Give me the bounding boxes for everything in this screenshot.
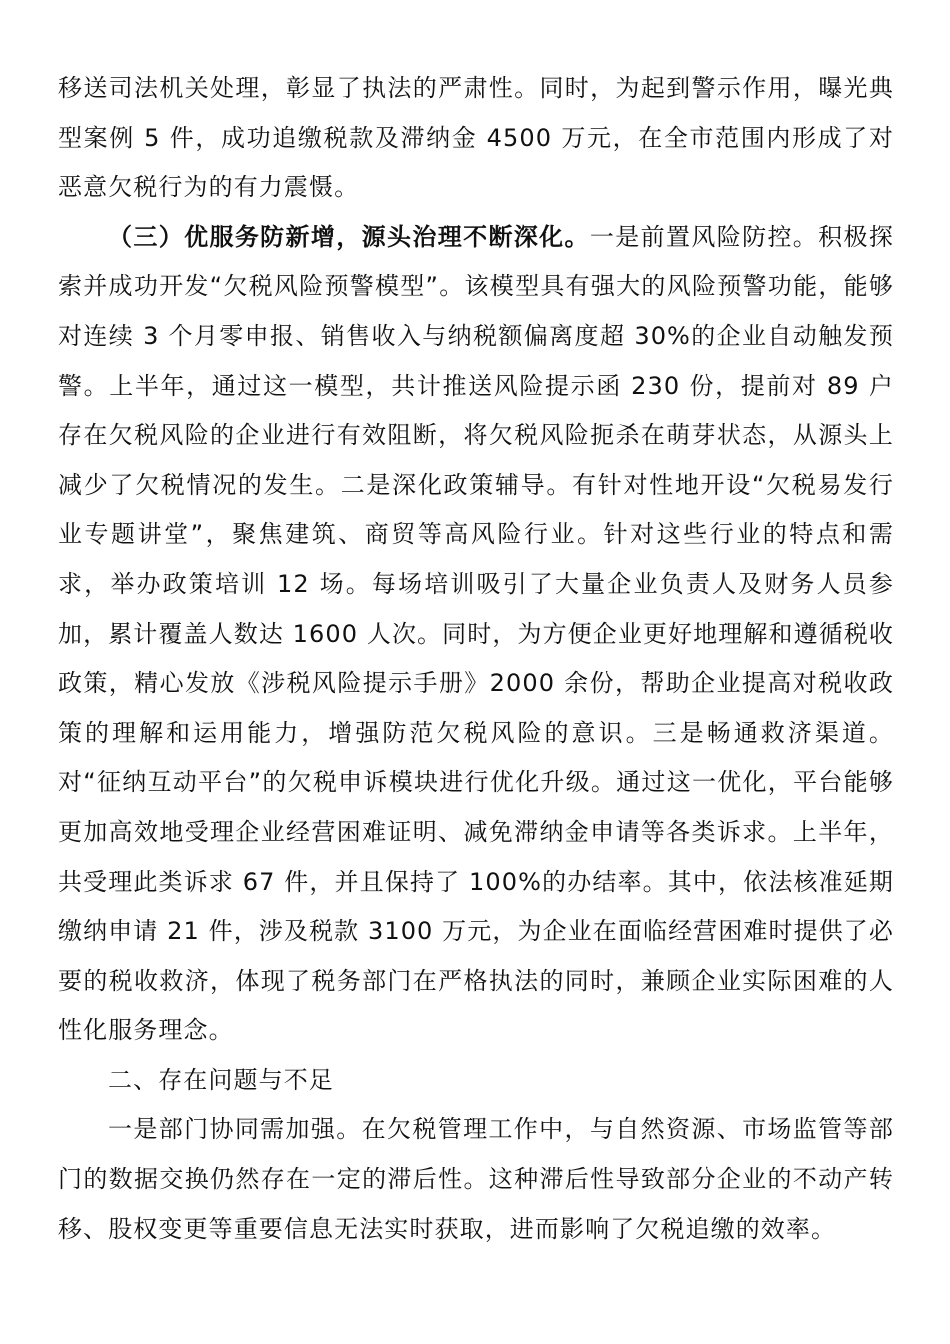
document-page [58, 64, 894, 1254]
section-heading: 二、存在问题与不足 [108, 1065, 334, 1094]
paragraph-enforcement-results [58, 64, 894, 213]
paragraph-coordination-issue [58, 1105, 894, 1254]
subsection-heading: （三）优服务防新增，源头治理不断深化。 [108, 222, 590, 251]
paragraph-text: 一是前置风险防控。积极探索并成功开发“欠税风险预警模型”。该模型具有强大的风险预警功能，能够对连续 3 个月零申报、销售收入与纳税额偏离度超 30%的企业自动触发预警。上半年，通过这一模型，共计推送风险提示函 230 份，提前对 89 户存在欠税风险的企业进行有效阻断，将欠税风险扼杀在萌芽状态，从源头上减少了欠税情况的发生。二是深化政策辅导。有针对性地开设“欠税易发行业专题讲堂”，聚焦建筑、商贸等高风险行业。针对这些行业的特点和需求，举办政策培训 12 场。每场培训吸引了大量企业负责人及财务人员参加，累计覆盖人数达 1600 人次。同时，为方便企业更好地理解和遵循税收政策，精心发放《涉税风险提示手册》2000 余份，帮助企业提高对税收政策的理解和运用能力，增强防范欠税风险的意识。三是畅通救济渠道。对“征纳互动平台”的欠税申诉模块进行优化升级。通过这一优化，平台能够更加高效地受理企业经营困难证明、减免滞纳金申请等各类诉求。上半年，共受理此类诉求 67 件，并且保持了 100%的办结率。其中，依法核准延期缴纳申请 21 件，涉及税款 3100 万元，为企业在面临经营困难时提供了必要的税收救济，体现了税务部门在严格执法的同时，兼顾企业实际困难的人性化服务理念。 [58, 222, 894, 1045]
paragraph-text: 一是部门协同需加强。在欠税管理工作中，与自然资源、市场监管等部门的数据交换仍然存在一定的滞后性。这种滞后性导致部分企业的不动产转移、股权变更等重要信息无法实时获取，进而影响了欠税追缴的效率。 [58, 1115, 894, 1243]
paragraph-service-prevention [58, 213, 894, 1056]
paragraph-text: 移送司法机关处理，彰显了执法的严肃性。同时，为起到警示作用，曝光典型案例 5 件，成功追缴税款及滞纳金 4500 万元，在全市范围内形成了对恶意欠税行为的有力震慑。 [58, 74, 894, 202]
